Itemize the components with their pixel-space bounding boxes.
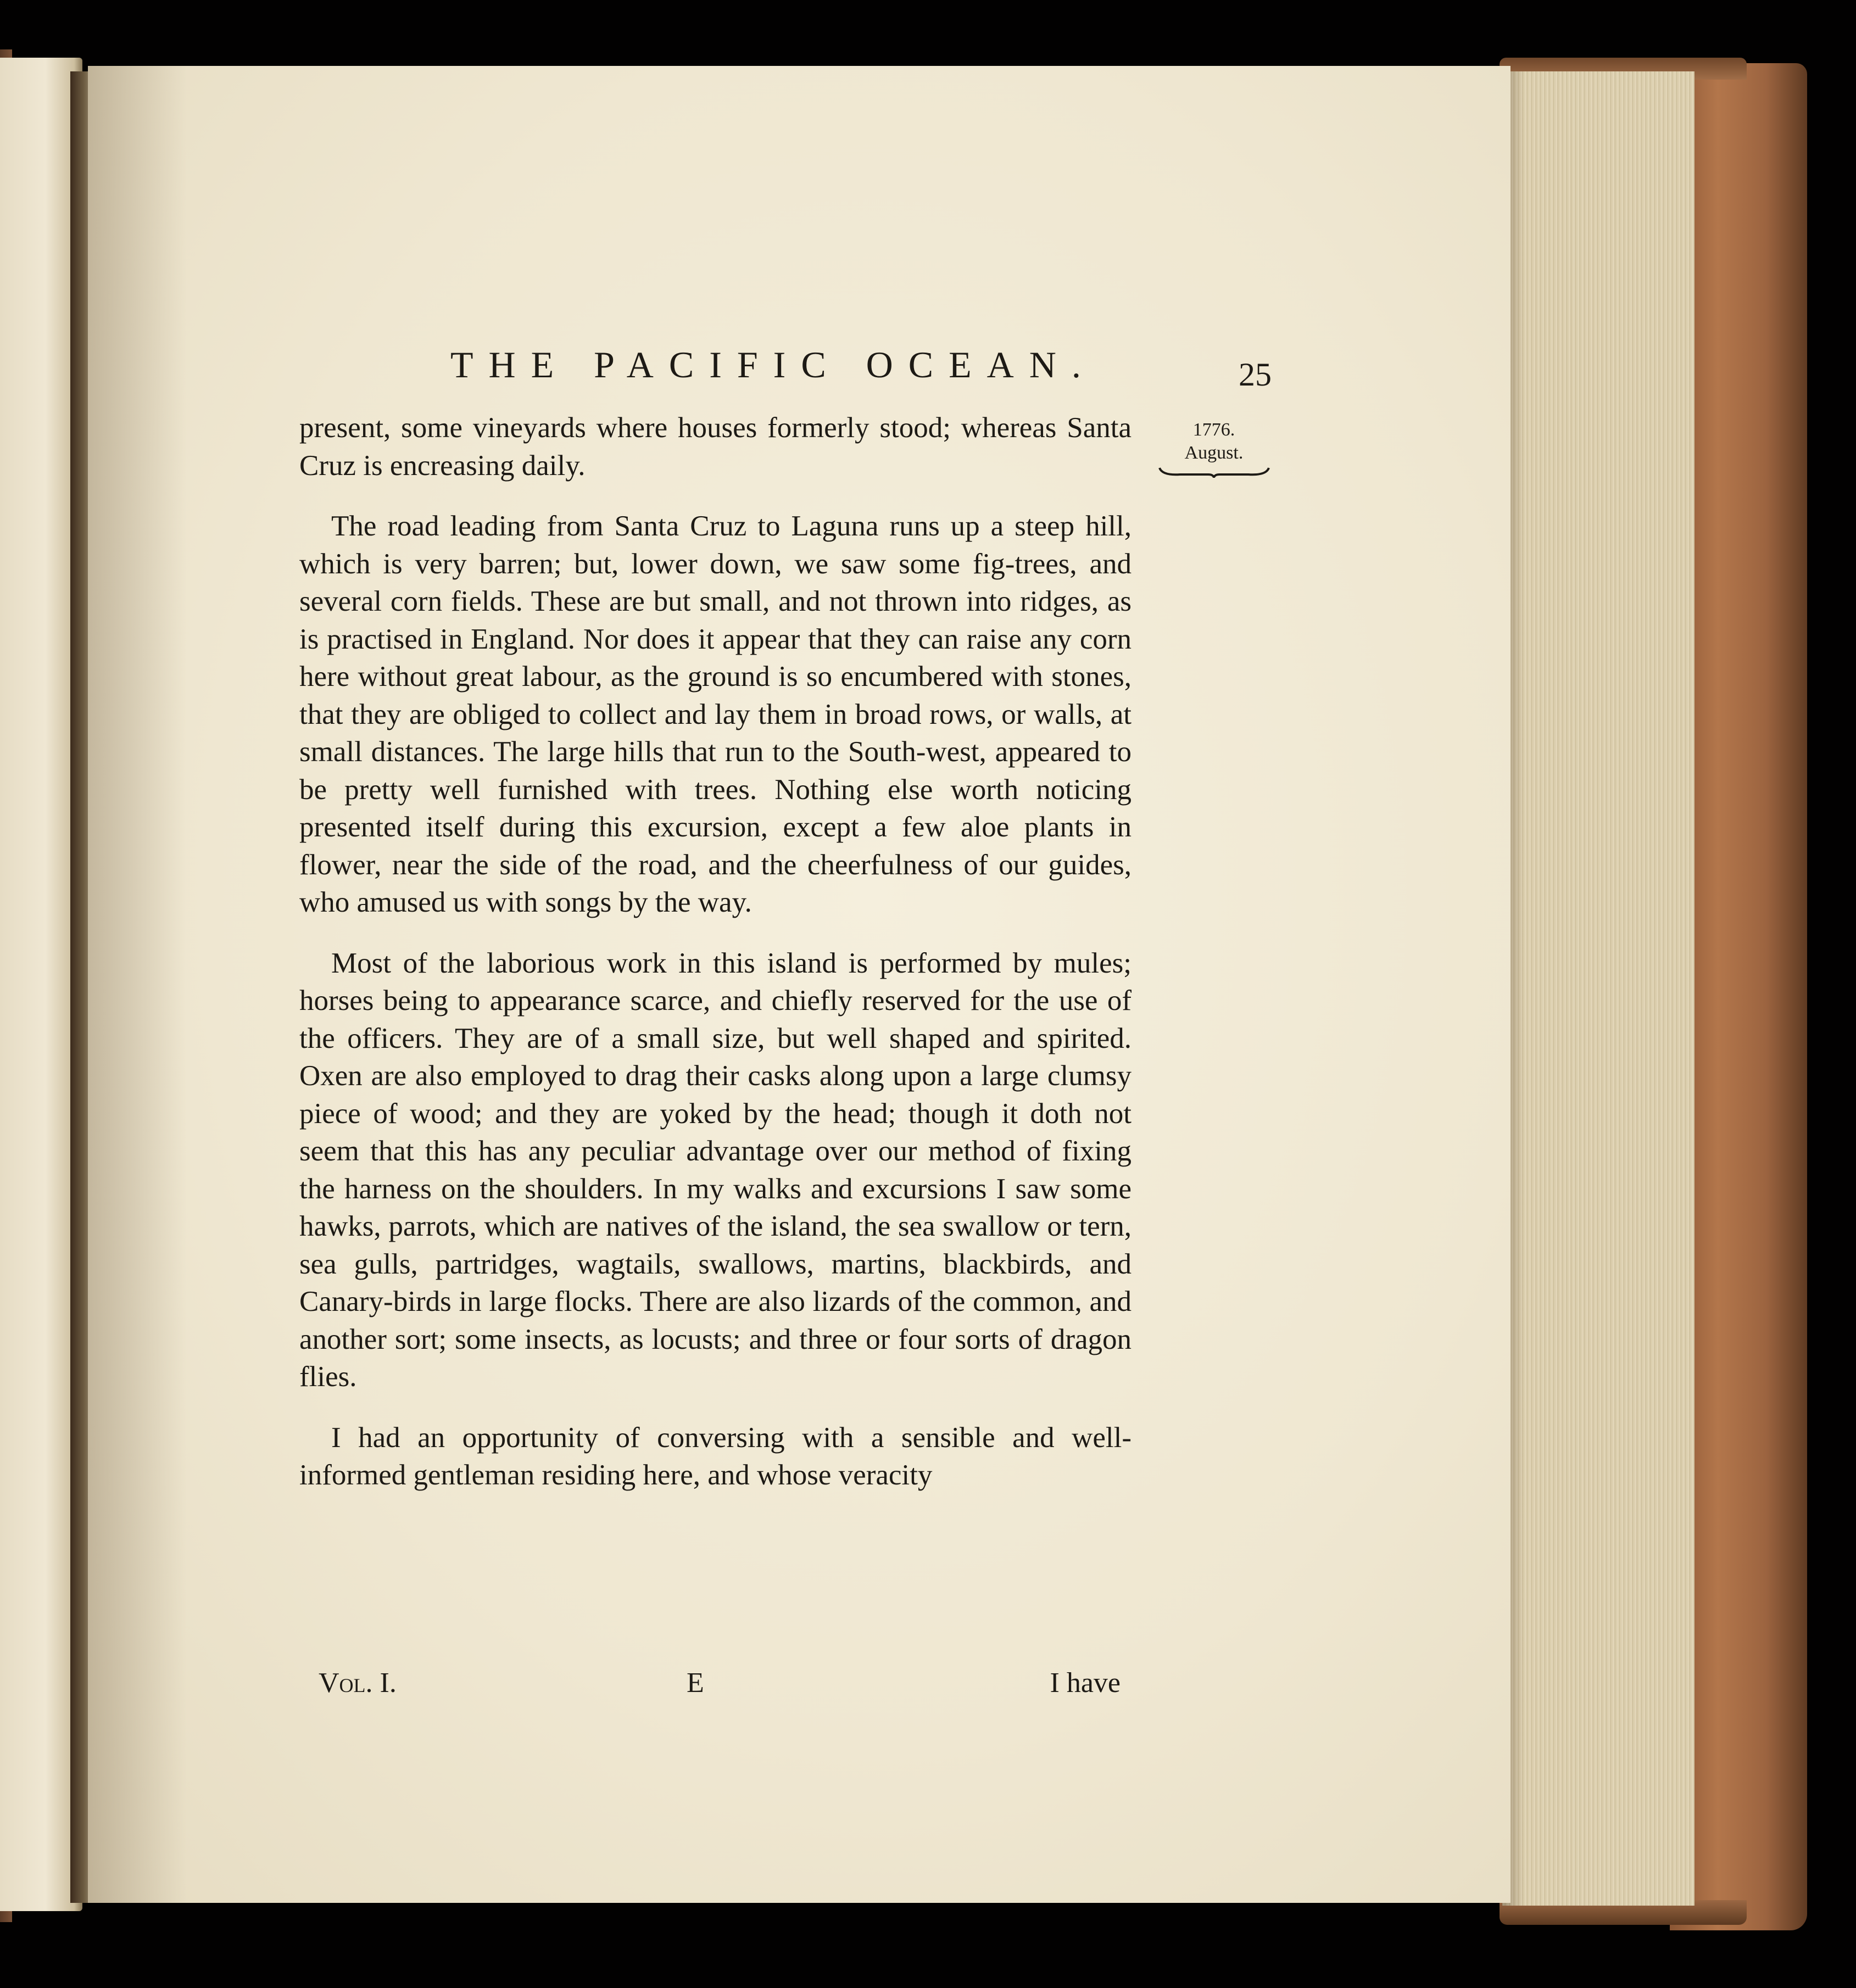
catchword: I have [1050, 1667, 1121, 1699]
page-fore-edge [1502, 71, 1695, 1906]
paragraph-3: Most of the laborious work in this island is performed by mules; horses being to appearance scarce, and chiefly reserved for the use of the officers. They are of a small size, but well shaped and spirited. Oxen are also employed to drag their casks along upon a large clumsy piece of wood; and they are yoked by the head; though it doth not seem that this has any peculiar advantage over our method of fixing the harness on the shoulders. In my walks and excursions I saw some hawks, parrots, which are natives of the island, the sea swallow or tern, sea gulls, partridges, wagtails, swallows, martins, blackbirds, and Canary-birds in large flocks. There are also lizards of the common, and another sort; some insects, as locusts; and three or four sorts of dragon flies. [299, 947, 1132, 1393]
body-text [299, 409, 1132, 1494]
signature-mark: E [687, 1667, 704, 1699]
page-number: 25 [1239, 356, 1272, 393]
running-head: THE PACIFIC OCEAN. [450, 344, 1096, 386]
page-footer [319, 1667, 1121, 1705]
paragraph-4: I had an opportunity of conversing with a sensible and well-informed gentleman residing here, and whose veracity [299, 1421, 1132, 1491]
paragraph-1: present, some vineyards where houses formerly stood; whereas Santa Cruz is encreasing daily. [299, 412, 1132, 482]
brace-icon [1158, 466, 1270, 478]
paragraph-2: The road leading from Santa Cruz to Laguna runs up a steep hill, which is very barren; but, lower down, we saw some fig-trees, and several corn fields. These are but small, and not thrown into ridges, as is practised in England. Nor does it appear that they can raise any corn here without great labour, as the ground is so encumbered with stones, that they are obliged to collect and lay them in broad rows, or walls, at small distances. The large hills that run to the South-west, appeared to be pretty well furnished with trees. Nothing else worth noticing presented itself during this excursion, except a few aloe plants in flower, near the side of the road, and the cheerfulness of our guides, who amused us with songs by the way. [299, 510, 1132, 918]
margin-note [1153, 418, 1274, 478]
margin-note-month: August. [1184, 443, 1244, 463]
margin-note-year: 1776. [1192, 420, 1235, 440]
page-inner-shade [88, 66, 187, 1903]
volume-label: Vol. I. [319, 1667, 397, 1699]
